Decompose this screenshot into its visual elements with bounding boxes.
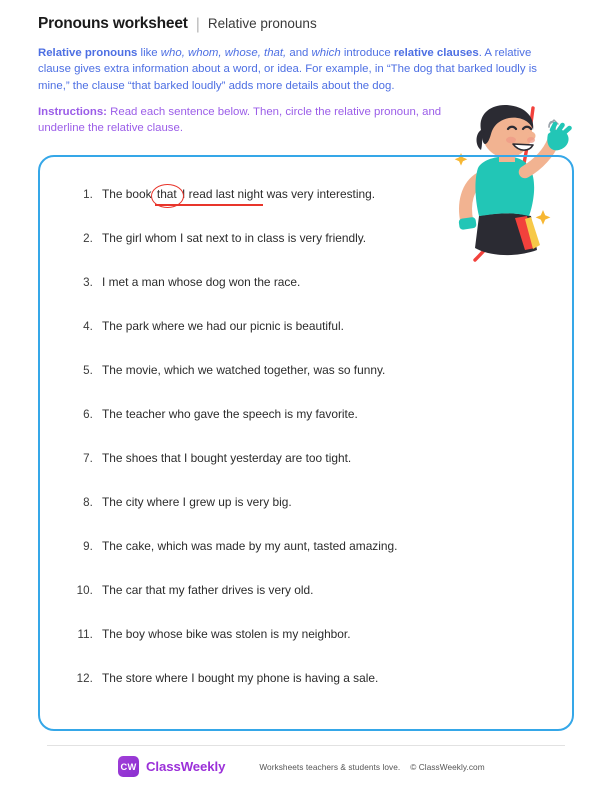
question-text: The park where we had our picnic is beautiful. [102, 319, 344, 333]
table-row [40, 627, 572, 671]
table-row [40, 671, 572, 715]
footer-copyright: © ClassWeekly.com [410, 761, 485, 772]
question-number: 10. [76, 584, 93, 597]
question-number: 2. [83, 232, 93, 245]
description-text-1: like [137, 47, 161, 59]
footer-divider [47, 745, 565, 746]
question-text: The car that my father drives is very old. [102, 583, 314, 597]
question-text: The boy whose bike was stolen is my neighbor. [102, 627, 351, 641]
circled-pronoun: that [156, 187, 177, 201]
instructions-paragraph [38, 104, 458, 137]
description-text-3: introduce [340, 47, 394, 59]
question-number: 4. [83, 320, 93, 333]
page-title: Pronouns worksheet [38, 15, 188, 32]
question-number: 12. [76, 672, 93, 685]
questions-list [40, 157, 572, 715]
q1-post: was very interesting. [263, 187, 376, 201]
instructions-label: Instructions: [38, 106, 107, 118]
brand-name: ClassWeekly [146, 759, 226, 774]
instructions-text: Read each sentence below. Then, circle the relative pronoun, and underline the relative clause. [38, 106, 442, 135]
question-text: The city where I grew up is very big. [102, 495, 292, 509]
page-header [38, 15, 578, 33]
question-text: The store where I bought my phone is having a sale. [102, 671, 379, 685]
table-row [40, 583, 572, 627]
question-number: 8. [83, 496, 93, 509]
question-text: The cake, which was made by my aunt, tasted amazing. [102, 539, 398, 553]
title-row [38, 15, 578, 33]
pronoun-which: which [311, 47, 341, 59]
footer [118, 756, 485, 777]
question-text: The movie, which we watched together, was so funny. [102, 363, 386, 377]
q1-underline-group [155, 187, 263, 202]
description-paragraph [38, 45, 563, 94]
pronoun-whom: whom, [188, 47, 222, 59]
question-text: The shoes that I bought yesterday are too tight. [102, 451, 352, 465]
footer-tagline: Worksheets teachers & students love. [259, 761, 401, 772]
question-text [102, 187, 375, 202]
table-row [40, 451, 572, 495]
page-subtitle: Relative pronouns [207, 16, 317, 31]
pronoun-whose: whose, [224, 47, 261, 59]
q1-pre: The book [102, 187, 155, 201]
question-number: 6. [83, 408, 93, 421]
table-row [40, 539, 572, 583]
description-bold-2: relative clauses [393, 47, 479, 59]
q1-clause-rest: I read last night [178, 187, 264, 201]
question-number: 9. [83, 540, 93, 553]
table-row [40, 319, 572, 363]
title-separator: | [195, 16, 200, 33]
pronoun-that: that, [264, 47, 287, 59]
question-number: 3. [83, 276, 93, 289]
table-row [40, 231, 572, 275]
table-row [40, 407, 572, 451]
question-text: The girl whom I sat next to in class is very friendly. [102, 231, 367, 245]
question-text: The teacher who gave the speech is my favorite. [102, 407, 358, 421]
table-row [40, 363, 572, 407]
question-number: 5. [83, 364, 93, 377]
question-number: 1. [83, 188, 93, 201]
question-number: 11. [77, 628, 93, 641]
table-row [40, 275, 572, 319]
description-lead: Relative pronouns [38, 47, 138, 59]
classweekly-logo-icon: CW [118, 756, 139, 777]
table-row [40, 187, 572, 231]
table-row [40, 495, 572, 539]
questions-box [38, 155, 574, 731]
pronoun-who: who, [160, 47, 185, 59]
description-text-4: . A relative clause gives extra information about a word, or idea. For example, in “The dog that barked loudly is mine,” the clause “that barked loudly” adds more details about the dog. [38, 47, 537, 92]
question-text: I met a man whose dog won the race. [102, 275, 301, 289]
question-number: 7. [83, 452, 93, 465]
description-text-2: and [286, 47, 312, 59]
